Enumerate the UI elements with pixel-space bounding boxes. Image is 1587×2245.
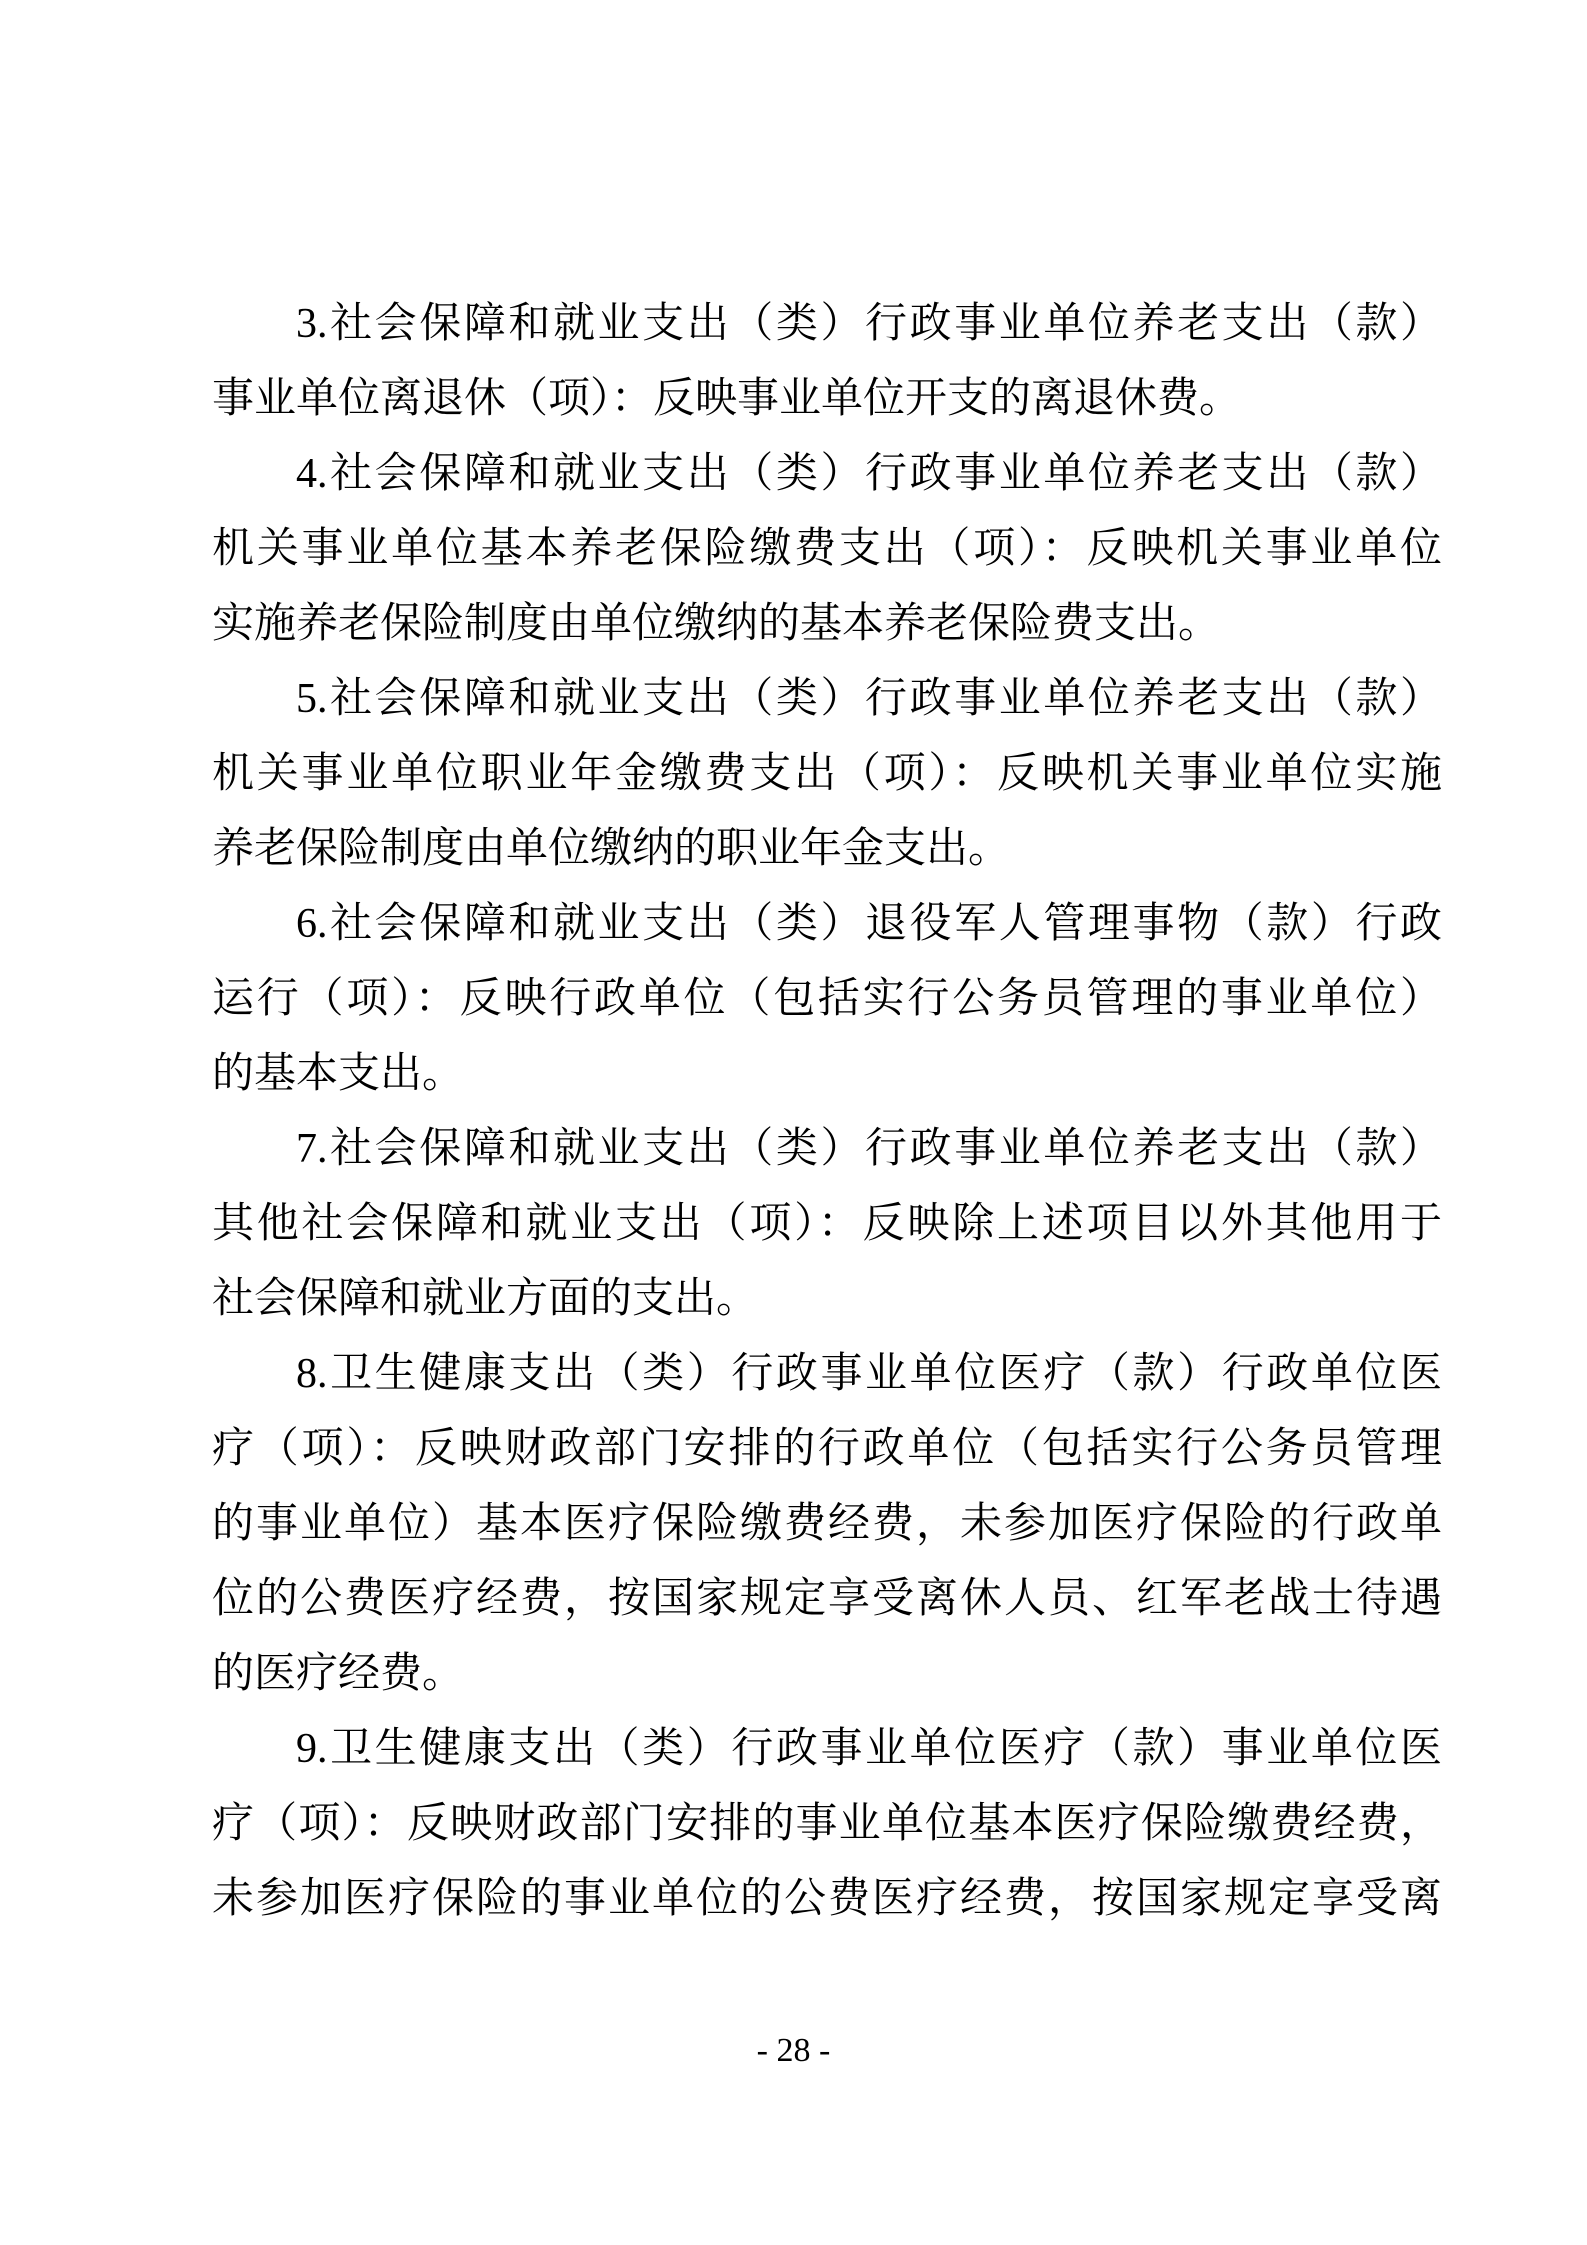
text-line: 未参加医疗保险的事业单位的公费医疗经费，按国家规定享受离 xyxy=(212,1876,1442,1922)
page-footer xyxy=(0,2013,1587,2088)
text-line: 社会保障和就业方面的支出。 xyxy=(212,1276,759,1322)
document-body xyxy=(212,287,1442,1937)
paragraph-item-8 xyxy=(212,1337,1442,1712)
text-line: 其他社会保障和就业支出（项）：反映除上述项目以外其他用于 xyxy=(212,1201,1442,1247)
text-line: 疗（项）：反映财政部门安排的事业单位基本医疗保险缴费经费， xyxy=(212,1801,1442,1847)
text-line: 疗（项）：反映财政部门安排的行政单位（包括实行公务员管理 xyxy=(212,1426,1442,1472)
text-line: 5.社会保障和就业支出（类）行政事业单位养老支出（款） xyxy=(296,676,1442,722)
text-line: 的医疗经费。 xyxy=(212,1651,465,1697)
text-line: 8.卫生健康支出（类）行政事业单位医疗（款）行政单位医 xyxy=(296,1351,1442,1397)
text-line: 机关事业单位基本养老保险缴费支出（项）：反映机关事业单位 xyxy=(212,526,1442,572)
paragraph-item-6 xyxy=(212,887,1442,1112)
paragraph-item-9 xyxy=(212,1712,1442,1937)
paragraph-item-5 xyxy=(212,662,1442,887)
text-line: 7.社会保障和就业支出（类）行政事业单位养老支出（款） xyxy=(296,1126,1442,1172)
paragraph-item-4 xyxy=(212,437,1442,662)
page-number: - 28 - xyxy=(756,2032,831,2069)
text-line: 养老保险制度由单位缴纳的职业年金支出。 xyxy=(212,826,1011,872)
text-line: 位的公费医疗经费，按国家规定享受离休人员、红军老战士待遇 xyxy=(212,1576,1442,1622)
text-line: 的事业单位）基本医疗保险缴费经费，未参加医疗保险的行政单 xyxy=(212,1501,1442,1547)
text-line: 4.社会保障和就业支出（类）行政事业单位养老支出（款） xyxy=(296,451,1442,497)
text-line: 9.卫生健康支出（类）行政事业单位医疗（款）事业单位医 xyxy=(296,1726,1442,1772)
text-line: 事业单位离退休（项）：反映事业单位开支的离退休费。 xyxy=(212,376,1242,422)
text-line: 6.社会保障和就业支出（类）退役军人管理事物（款）行政 xyxy=(296,901,1442,947)
text-line: 的基本支出。 xyxy=(212,1051,465,1097)
text-line: 运行（项）：反映行政单位（包括实行公务员管理的事业单位） xyxy=(212,976,1442,1022)
paragraph-item-3 xyxy=(212,287,1442,437)
text-line: 3.社会保障和就业支出（类）行政事业单位养老支出（款） xyxy=(296,301,1442,347)
text-line: 实施养老保险制度由单位缴纳的基本养老保险费支出。 xyxy=(212,601,1221,647)
paragraph-item-7 xyxy=(212,1112,1442,1337)
text-line: 机关事业单位职业年金缴费支出（项）：反映机关事业单位实施 xyxy=(212,751,1442,797)
